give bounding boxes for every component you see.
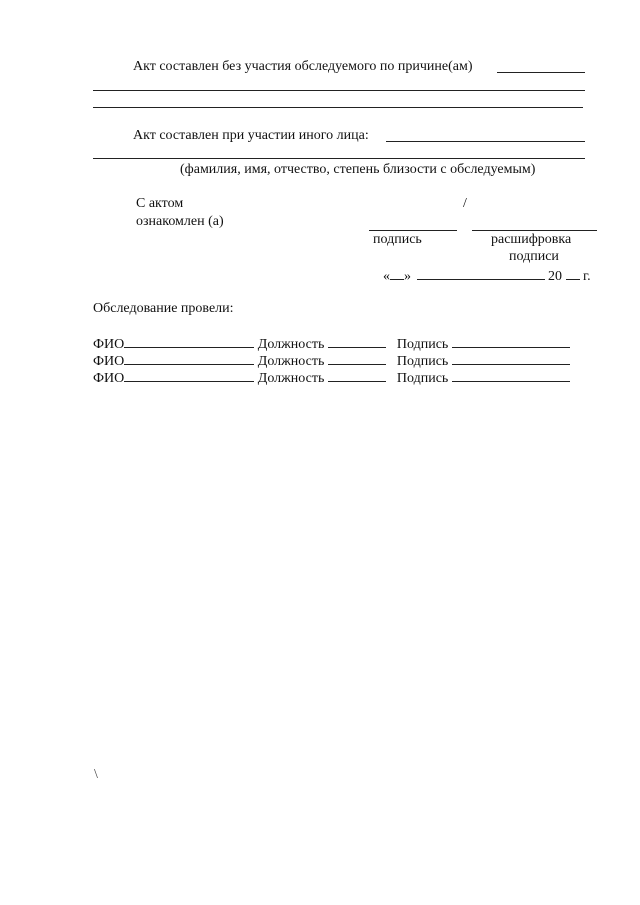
reason-label: Акт составлен без участия обследуемого по причине(ам) bbox=[133, 59, 473, 74]
other-person-caption: (фамилия, имя, отчество, степень близости с обследуемым) bbox=[180, 162, 536, 177]
reason-line-3[interactable] bbox=[93, 107, 583, 108]
other-person-field[interactable] bbox=[386, 141, 585, 142]
stray-mark: \ bbox=[94, 767, 98, 782]
position-field[interactable] bbox=[328, 335, 386, 348]
position-field[interactable] bbox=[328, 369, 386, 382]
position-field[interactable] bbox=[328, 352, 386, 365]
other-person-line-2[interactable] bbox=[93, 158, 585, 159]
acquainted-line-1: С актом bbox=[136, 196, 184, 211]
reason-line-2[interactable] bbox=[93, 90, 585, 91]
date-year-prefix: 20 bbox=[548, 269, 562, 284]
decoding-label-1: расшифровка bbox=[491, 232, 572, 247]
signature-row-label: Подпись bbox=[396, 337, 449, 352]
conducted-heading: Обследование провели: bbox=[93, 301, 234, 316]
signature-row-field[interactable] bbox=[452, 369, 570, 382]
other-person-label: Акт составлен при участии иного лица: bbox=[133, 128, 369, 143]
date-year-suffix: г. bbox=[583, 269, 591, 284]
fio-field[interactable] bbox=[124, 369, 254, 382]
fio-field[interactable] bbox=[124, 335, 254, 348]
fio-label: ФИО bbox=[93, 337, 125, 352]
acquainted-line-2: ознакомлен (а) bbox=[136, 214, 224, 229]
examiner-row bbox=[93, 369, 570, 387]
signature-row-label: Подпись bbox=[396, 371, 449, 386]
signature-row-label: Подпись bbox=[396, 354, 449, 369]
reason-statement bbox=[133, 59, 473, 75]
signature-row-field[interactable] bbox=[452, 352, 570, 365]
fio-label: ФИО bbox=[93, 354, 125, 369]
decoding-label-2: подписи bbox=[509, 249, 559, 264]
signature-field[interactable] bbox=[369, 230, 457, 231]
fio-field[interactable] bbox=[124, 352, 254, 365]
reason-field[interactable] bbox=[497, 72, 585, 73]
signature-slash: / bbox=[463, 196, 467, 211]
position-label: Должность bbox=[257, 371, 325, 386]
examiner-row bbox=[93, 335, 570, 353]
position-label: Должность bbox=[257, 354, 325, 369]
date-line bbox=[383, 267, 591, 285]
signature-row-field[interactable] bbox=[452, 335, 570, 348]
fio-label: ФИО bbox=[93, 371, 125, 386]
date-month-field[interactable] bbox=[417, 267, 545, 280]
date-year-field[interactable] bbox=[566, 267, 580, 280]
date-quote-close: » bbox=[404, 269, 411, 284]
signature-decoding-field[interactable] bbox=[472, 230, 597, 231]
examiner-row bbox=[93, 352, 570, 370]
other-person-statement bbox=[133, 128, 369, 144]
date-quote-open: « bbox=[383, 269, 390, 284]
position-label: Должность bbox=[257, 337, 325, 352]
signature-label: подпись bbox=[373, 232, 422, 247]
date-day-field[interactable] bbox=[390, 267, 404, 280]
